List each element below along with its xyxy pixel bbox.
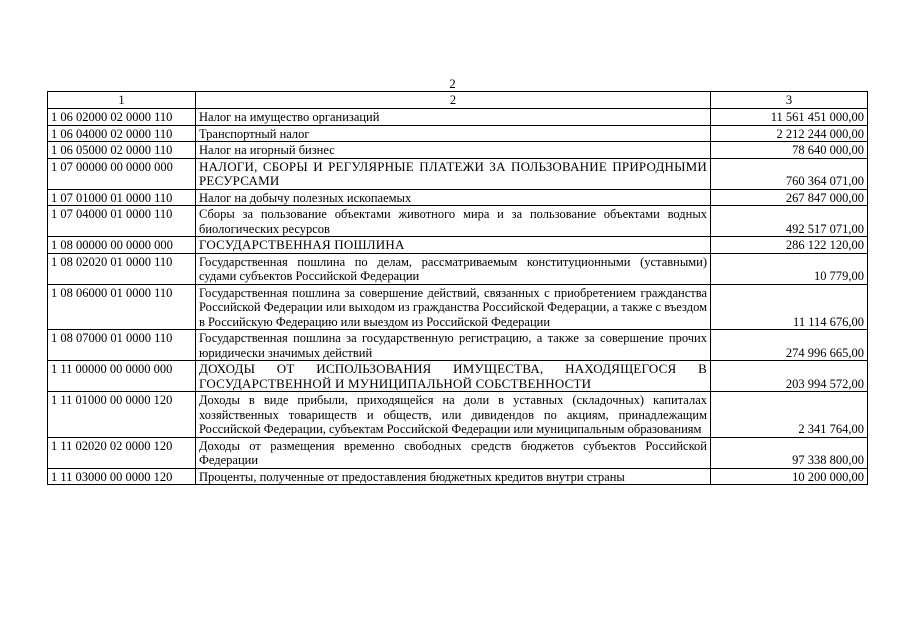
amount: 203 994 572,00 bbox=[711, 361, 868, 392]
amount: 2 212 244 000,00 bbox=[711, 125, 868, 142]
revenue-name: НАЛОГИ, СБОРЫ И РЕГУЛЯРНЫЕ ПЛАТЕЖИ ЗА ПОЛЬЗОВАНИЕ ПРИРОДНЫМИ РЕСУРСАМИ bbox=[196, 158, 711, 189]
revenue-name: Доходы от размещения временно свободных средств бюджетов субъектов Российской Федерации bbox=[196, 437, 711, 468]
budget-code: 1 07 04000 01 0000 110 bbox=[48, 206, 196, 237]
revenue-name: ДОХОДЫ ОТ ИСПОЛЬЗОВАНИЯ ИМУЩЕСТВА, НАХОДЯЩЕГОСЯ В ГОСУДАРСТВЕННОЙ И МУНИЦИПАЛЬНОЙ СОБСТВЕННОСТИ bbox=[196, 361, 711, 392]
amount: 10 779,00 bbox=[711, 253, 868, 284]
revenue-table bbox=[47, 91, 868, 485]
amount: 11 561 451 000,00 bbox=[711, 109, 868, 126]
amount: 274 996 665,00 bbox=[711, 330, 868, 361]
budget-code: 1 08 00000 00 0000 000 bbox=[48, 237, 196, 254]
table-row bbox=[48, 237, 868, 254]
budget-code: 1 06 02000 02 0000 110 bbox=[48, 109, 196, 126]
table-row bbox=[48, 109, 868, 126]
budget-code: 1 11 03000 00 0000 120 bbox=[48, 468, 196, 485]
amount: 760 364 071,00 bbox=[711, 158, 868, 189]
revenue-name: Налог на добычу полезных ископаемых bbox=[196, 189, 711, 206]
table-row bbox=[48, 206, 868, 237]
budget-code: 1 08 07000 01 0000 110 bbox=[48, 330, 196, 361]
amount: 286 122 120,00 bbox=[711, 237, 868, 254]
revenue-name: Транспортный налог bbox=[196, 125, 711, 142]
header-row bbox=[48, 92, 868, 109]
budget-code: 1 08 02020 01 0000 110 bbox=[48, 253, 196, 284]
column-header-1: 1 bbox=[48, 92, 196, 109]
budget-code: 1 11 02020 02 0000 120 bbox=[48, 437, 196, 468]
amount: 492 517 071,00 bbox=[711, 206, 868, 237]
revenue-name: Налог на игорный бизнес bbox=[196, 142, 711, 159]
revenue-name: Сборы за пользование объектами животного мира и за пользование объектами водных биологических ресурсов bbox=[196, 206, 711, 237]
budget-code: 1 11 00000 00 0000 000 bbox=[48, 361, 196, 392]
budget-code: 1 08 06000 01 0000 110 bbox=[48, 284, 196, 330]
page-number: 2 bbox=[449, 76, 456, 91]
amount: 97 338 800,00 bbox=[711, 437, 868, 468]
table-row bbox=[48, 253, 868, 284]
table-row bbox=[48, 125, 868, 142]
budget-code: 1 11 01000 00 0000 120 bbox=[48, 392, 196, 438]
revenue-name: ГОСУДАРСТВЕННАЯ ПОШЛИНА bbox=[196, 237, 711, 254]
revenue-name: Налог на имущество организаций bbox=[196, 109, 711, 126]
revenue-name: Государственная пошлина по делам, рассматриваемым конституционными (уставными) судами субъектов Российской Федерации bbox=[196, 253, 711, 284]
amount: 2 341 764,00 bbox=[711, 392, 868, 438]
amount: 78 640 000,00 bbox=[711, 142, 868, 159]
budget-code: 1 06 04000 02 0000 110 bbox=[48, 125, 196, 142]
amount: 10 200 000,00 bbox=[711, 468, 868, 485]
table-row bbox=[48, 142, 868, 159]
table-row bbox=[48, 468, 868, 485]
revenue-name: Проценты, полученные от предоставления бюджетных кредитов внутри страны bbox=[196, 468, 711, 485]
revenue-name: Государственная пошлина за совершение действий, связанных с приобретением гражданства Российской Федерации или выходом из гражданства Российской Федерации, а также с въездом в Российскую Федерацию или выездом из Российской Федерации bbox=[196, 284, 711, 330]
budget-code: 1 07 00000 00 0000 000 bbox=[48, 158, 196, 189]
revenue-name: Государственная пошлина за государственную регистрацию, а также за совершение прочих юридически значимых действий bbox=[196, 330, 711, 361]
column-header-3: 3 bbox=[711, 92, 868, 109]
table-row bbox=[48, 284, 868, 330]
column-header-2: 2 bbox=[196, 92, 711, 109]
amount: 267 847 000,00 bbox=[711, 189, 868, 206]
amount: 11 114 676,00 bbox=[711, 284, 868, 330]
table-row bbox=[48, 189, 868, 206]
table-row bbox=[48, 392, 868, 438]
revenue-name: Доходы в виде прибыли, приходящейся на доли в уставных (складочных) капиталах хозяйственных товариществ и обществ, или дивидендов по акциям, принадлежащим Российской Федерации, субъектам Российской Федерации или муниципальным образованиям bbox=[196, 392, 711, 438]
table-row bbox=[48, 158, 868, 189]
table-row bbox=[48, 330, 868, 361]
budget-code: 1 07 01000 01 0000 110 bbox=[48, 189, 196, 206]
table-row bbox=[48, 361, 868, 392]
table-row bbox=[48, 437, 868, 468]
budget-code: 1 06 05000 02 0000 110 bbox=[48, 142, 196, 159]
